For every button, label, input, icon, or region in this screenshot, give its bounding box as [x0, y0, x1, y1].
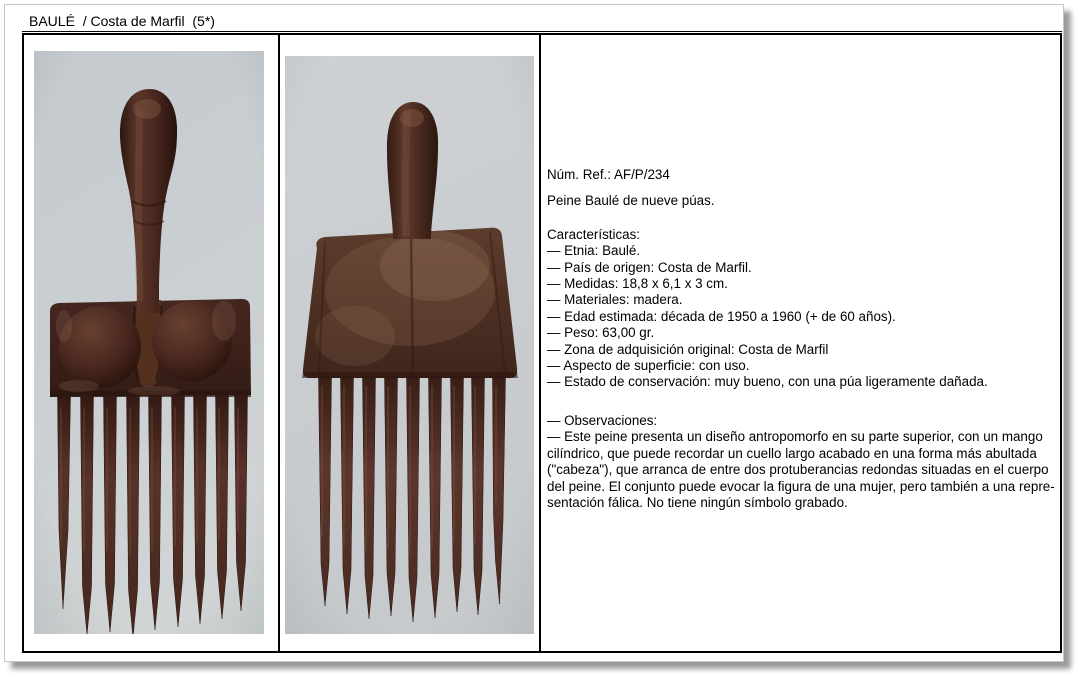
summary-line: Peine Baulé de nueve púas. — [547, 193, 715, 209]
caracteristica-edad: — Edad estimada: década de 1950 a 1960 (+ de 60 años). — [547, 308, 896, 324]
observaciones-heading: — Observaciones: — [547, 412, 658, 428]
caracteristicas-heading: Características: — [547, 226, 641, 242]
caracteristica-materiales: — Materiales: madera. — [547, 292, 683, 308]
caracteristica-etnia: — Etnia: Baulé. — [547, 243, 641, 259]
observaciones-line-1: — Este peine presenta un diseño antropomorfo en su parte superior, con un mango — [547, 429, 1043, 445]
record-table — [22, 33, 1062, 653]
comb-front-photo — [34, 51, 264, 634]
photo-cell-back — [280, 35, 541, 651]
caracteristica-peso: — Peso: 63,00 gr. — [547, 325, 655, 341]
caracteristica-medidas: — Medidas: 18,8 x 6,1 x 3 cm. — [547, 276, 728, 292]
comb-back-photo — [285, 56, 534, 634]
page-title: BAULÉ / Costa de Marfil (5*) — [29, 13, 215, 29]
ref-number: Núm. Ref.: AF/P/234 — [547, 167, 670, 182]
observaciones-line-4: del peine. El conjunto puede evocar la figura de una mujer, pero también a una repre- — [547, 478, 1055, 494]
observaciones-line-3: ("cabeza"), que arranca de entre dos protuberancias redondas situadas en el cuerpo — [547, 462, 1049, 478]
caracteristica-estado: — Estado de conservación: muy bueno, con una púa ligeramente dañada. — [547, 374, 988, 390]
caracteristica-aspecto: — Aspecto de superficie: con uso. — [547, 358, 750, 374]
caracteristica-zona: — Zona de adquisición original: Costa de Marfil — [547, 341, 829, 357]
observaciones-line-2: cilíndrico, que puede recordar un cuello largo acabado en una forma más abultada — [547, 445, 1037, 461]
photo-cell-front — [24, 35, 280, 651]
observaciones-line-5: sentación fálica. No tiene ningún símbolo grabado. — [547, 494, 848, 510]
title-underline — [22, 31, 1062, 32]
catalog-page — [4, 4, 1064, 662]
caracteristica-pais: — País de origen: Costa de Marfil. — [547, 259, 752, 275]
details-cell — [541, 35, 1060, 651]
